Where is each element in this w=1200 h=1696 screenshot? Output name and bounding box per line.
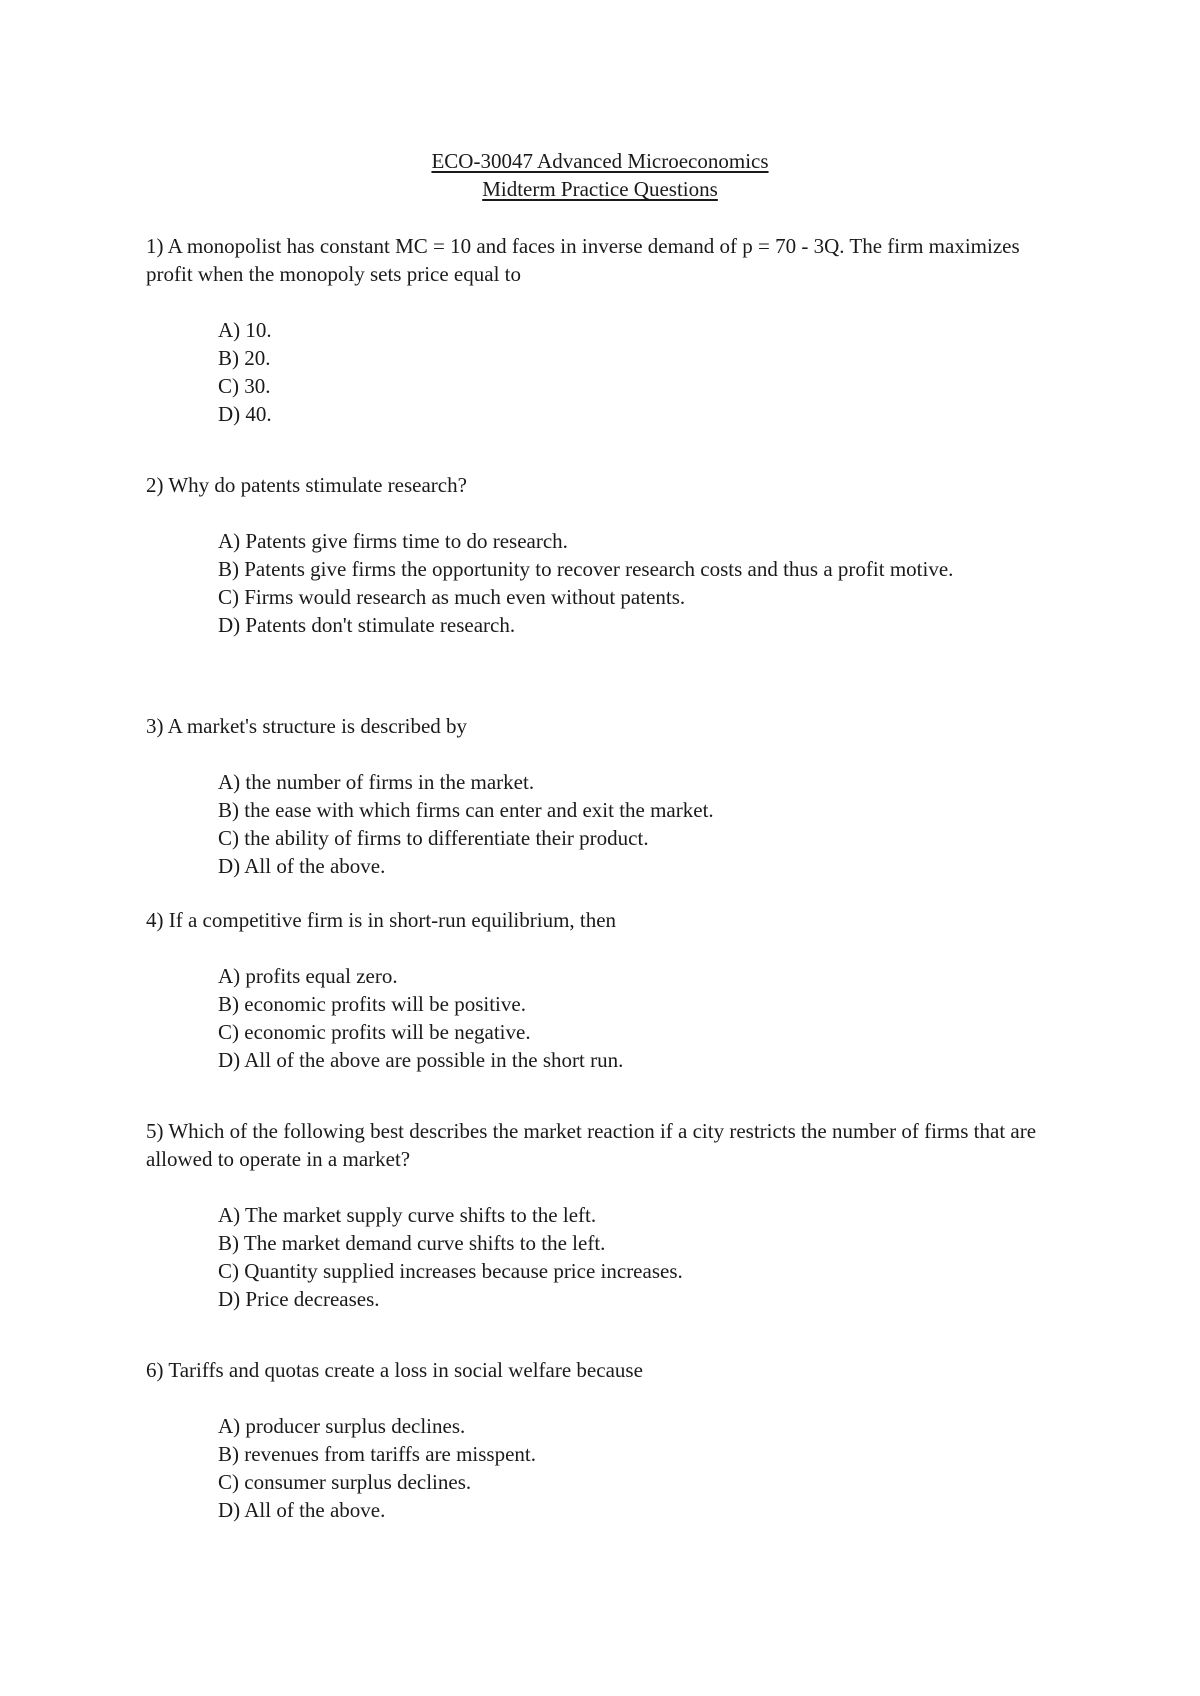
option-b: B) the ease with which firms can enter and exit the market. — [218, 798, 714, 822]
option-a: A) 10. — [218, 318, 272, 342]
option-c: C) 30. — [218, 374, 271, 398]
question-stem: 1) A monopolist has constant MC = 10 and faces in inverse demand of p = 70 - 3Q. The firm maximizes profit when the monopoly sets price equal to — [146, 234, 1020, 286]
question-stem: 3) A market's structure is described by — [146, 714, 468, 738]
answer-options — [218, 527, 998, 639]
answer-options — [218, 962, 998, 1074]
option-a: A) profits equal zero. — [218, 964, 398, 988]
option-c: C) consumer surplus declines. — [218, 1470, 472, 1494]
answer-options — [218, 768, 998, 880]
answer-options — [218, 1201, 998, 1313]
question-stem: 5) Which of the following best describes the market reaction if a city restricts the number of firms that are allowed to operate in a market? — [146, 1119, 1037, 1171]
document-header — [0, 147, 1200, 203]
option-a: A) the number of firms in the market. — [218, 770, 535, 794]
option-a: A) producer surplus declines. — [218, 1414, 466, 1438]
question-stem: 2) Why do patents stimulate research? — [146, 473, 467, 497]
option-b: B) The market demand curve shifts to the left. — [218, 1231, 606, 1255]
option-d: D) All of the above are possible in the short run. — [218, 1048, 624, 1072]
course-title: ECO-30047 Advanced Microeconomics — [431, 149, 769, 173]
option-d: D) Price decreases. — [218, 1287, 380, 1311]
option-c: C) economic profits will be negative. — [218, 1020, 531, 1044]
question-4 — [146, 906, 1066, 1074]
question-1 — [146, 232, 1066, 428]
question-stem: 6) Tariffs and quotas create a loss in social welfare because — [146, 1358, 643, 1382]
answer-options — [218, 316, 998, 428]
option-b: B) economic profits will be positive. — [218, 992, 526, 1016]
question-stem: 4) If a competitive firm is in short-run equilibrium, then — [146, 908, 617, 932]
option-c: C) Firms would research as much even without patents. — [218, 585, 686, 609]
option-d: D) Patents don't stimulate research. — [218, 613, 516, 637]
option-a: A) Patents give firms time to do research. — [218, 529, 568, 553]
option-a: A) The market supply curve shifts to the left. — [218, 1203, 597, 1227]
option-d: D) All of the above. — [218, 1498, 386, 1522]
answer-options — [218, 1412, 998, 1524]
option-b: B) 20. — [218, 346, 271, 370]
question-3 — [146, 712, 1066, 880]
question-5 — [146, 1117, 1066, 1313]
question-6 — [146, 1356, 1066, 1524]
option-d: D) All of the above. — [218, 854, 386, 878]
option-b: B) revenues from tariffs are misspent. — [218, 1442, 537, 1466]
question-2 — [146, 471, 1066, 639]
option-d: D) 40. — [218, 402, 272, 426]
document-subtitle: Midterm Practice Questions — [482, 177, 718, 201]
option-c: C) Quantity supplied increases because price increases. — [218, 1259, 683, 1283]
option-c: C) the ability of firms to differentiate their product. — [218, 826, 649, 850]
option-b: B) Patents give firms the opportunity to recover research costs and thus a profit motive. — [218, 557, 954, 581]
